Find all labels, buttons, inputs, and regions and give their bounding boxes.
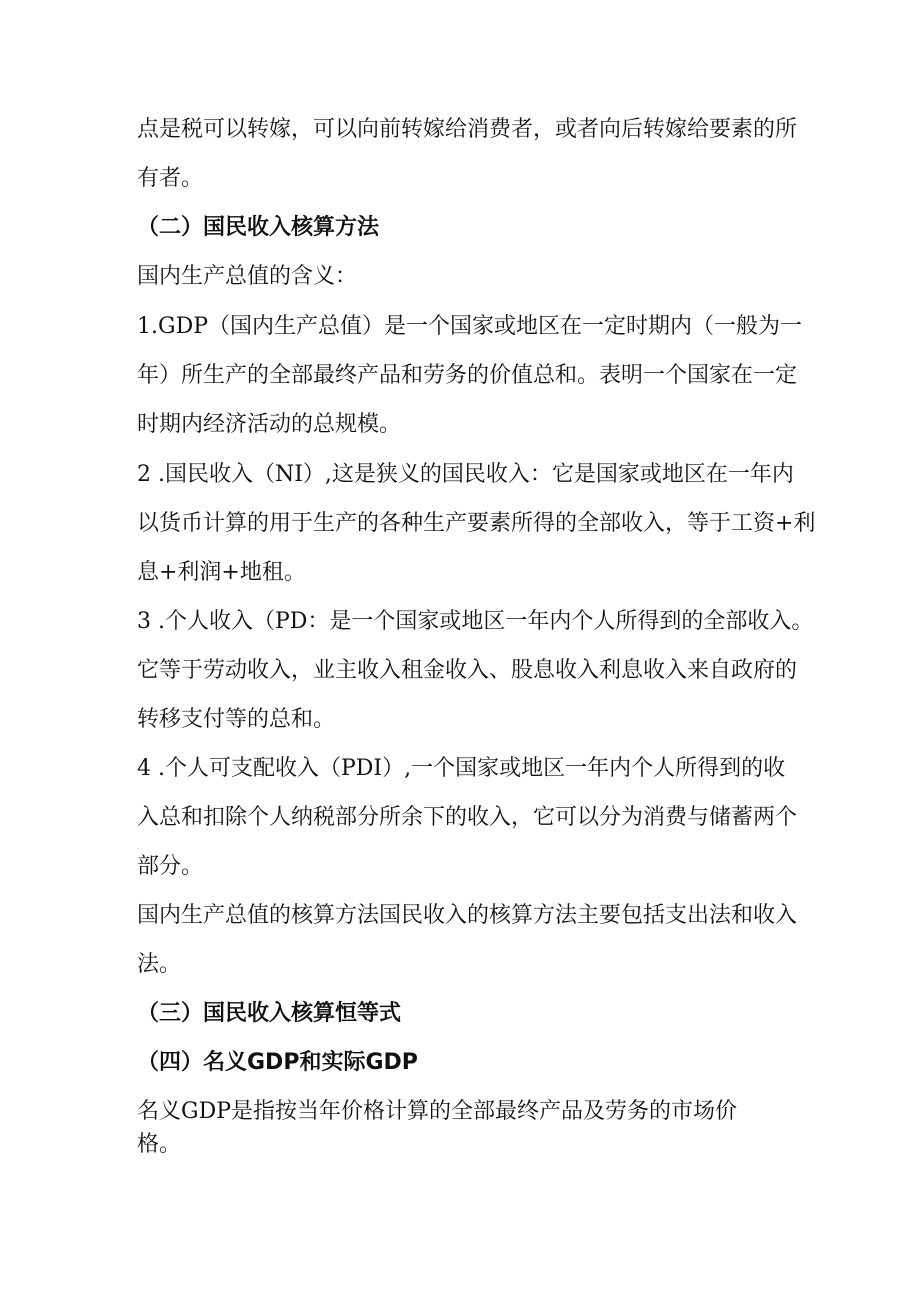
paragraph-line: 1.GDP（国内生产总值）是一个国家或地区在一定时期内（一般为一 xyxy=(137,314,803,339)
paragraph-line: 它等于劳动收入，业主收入租金收入、股息收入利息收入来自政府的 xyxy=(137,658,798,683)
paragraph-line: 2 .国民收入（NI）,这是狭义的国民收入：它是国家或地区在一年内 xyxy=(137,462,794,487)
paragraph-line: 3 .个人收入（PD：是一个国家或地区一年内个人所得到的全部收入。 xyxy=(137,609,814,634)
section-heading-3: （三）国民收入核算恒等式 xyxy=(137,1001,402,1026)
paragraph-line: 点是税可以转嫁，可以向前转嫁给消费者，或者向后转嫁给要素的所 xyxy=(137,117,798,142)
paragraph-line: 息+利润+地租。 xyxy=(137,560,306,585)
paragraph-line: 以货币计算的用于生产的各种生产要素所得的全部收入，等于工资+利 xyxy=(137,511,816,536)
paragraph-line: 部分。 xyxy=(137,854,204,879)
paragraph-line: 法。 xyxy=(137,952,182,977)
paragraph-line: 转移支付等的总和。 xyxy=(137,707,336,732)
paragraph-line: 名义GDP是指按当年价格计算的全部最终产品及劳务的市场价 xyxy=(137,1099,738,1124)
paragraph-line: 4 .个人可支配收入（PDI）,一个国家或地区一年内个人所得到的收 xyxy=(137,756,786,781)
paragraph-line: 格。 xyxy=(137,1132,182,1157)
paragraph-line: 入总和扣除个人纳税部分所余下的收入，它可以分为消费与储蓄两个 xyxy=(137,805,798,830)
section-heading-2: （二）国民收入核算方法 xyxy=(137,215,380,240)
paragraph-line: 时期内经济活动的总规模。 xyxy=(137,412,402,437)
paragraph-line: 国内生产总值的核算方法国民收入的核算方法主要包括支出法和收入 xyxy=(137,903,798,928)
paragraph-line: 国内生产总值的含义： xyxy=(137,264,358,289)
section-heading-4: （四）名义GDP和实际GDP xyxy=(137,1050,418,1075)
paragraph-line: 年）所生产的全部最终产品和劳务的价值总和。表明一个国家在一定 xyxy=(137,363,798,388)
paragraph-line: 有者。 xyxy=(137,166,204,191)
